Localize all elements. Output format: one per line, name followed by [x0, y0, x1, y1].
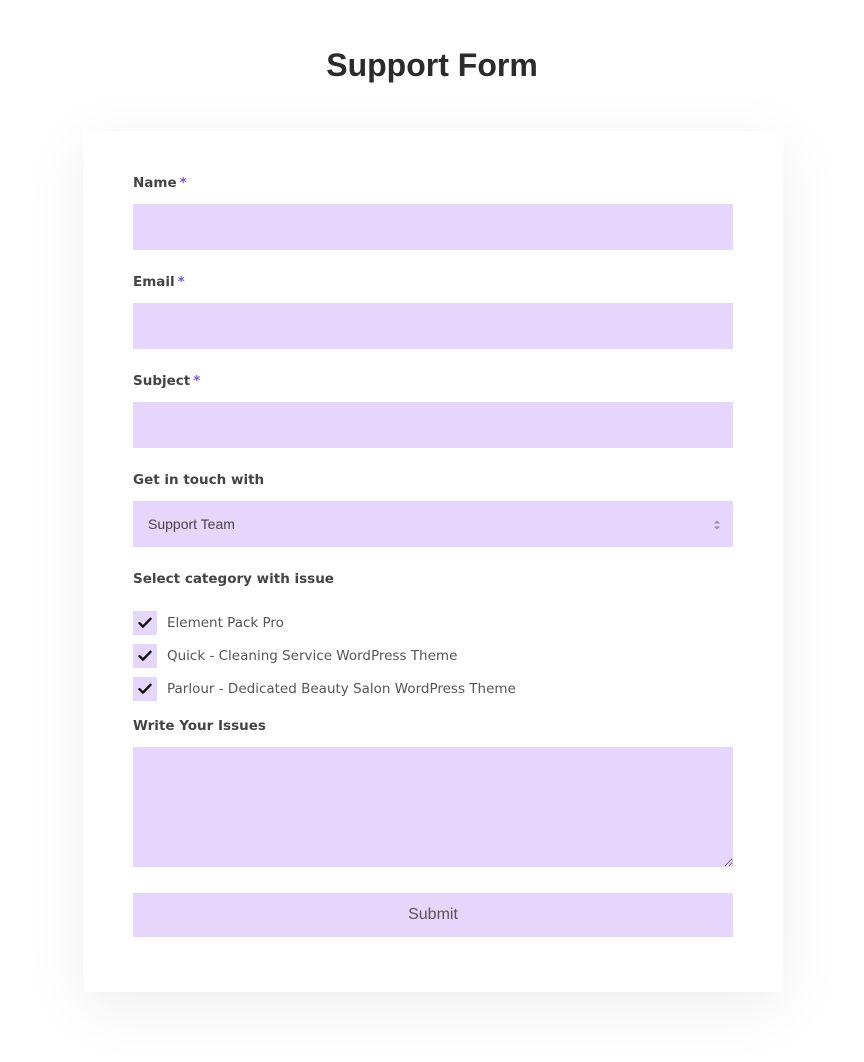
- category-option-quick-theme[interactable]: [133, 644, 457, 668]
- name-input[interactable]: [133, 204, 733, 250]
- page-title: Support Form: [326, 47, 538, 83]
- contact-select[interactable]: [133, 501, 733, 547]
- issues-textarea[interactable]: [133, 747, 733, 867]
- support-form-card: [83, 131, 783, 992]
- contact-select-value: Support Team: [148, 516, 235, 532]
- checkmark-icon: [138, 617, 152, 629]
- contact-label: Get in touch with: [133, 472, 265, 488]
- name-label: [133, 174, 187, 192]
- name-required-star: *: [179, 175, 187, 191]
- category-option-parlour-theme[interactable]: [133, 677, 516, 701]
- subject-label: [133, 372, 200, 390]
- checkmark-icon: [138, 683, 152, 695]
- email-label: [133, 273, 185, 291]
- email-required-star: *: [177, 274, 185, 290]
- category-option-element-pack-pro[interactable]: [133, 611, 284, 635]
- subject-required-star: *: [193, 373, 201, 389]
- select-arrows-icon: [713, 518, 721, 530]
- checkmark-icon: [138, 650, 152, 662]
- category-checkbox[interactable]: [133, 644, 157, 668]
- category-option-label: Quick - Cleaning Service WordPress Theme: [167, 648, 458, 664]
- issues-label: Write Your Issues: [133, 718, 266, 734]
- category-option-label: Parlour - Dedicated Beauty Salon WordPress Theme: [167, 681, 516, 697]
- submit-button[interactable]: Submit: [133, 893, 733, 937]
- category-checkbox[interactable]: [133, 677, 157, 701]
- category-option-label: Element Pack Pro: [167, 615, 284, 631]
- subject-label-text: Subject: [133, 373, 191, 389]
- name-label-text: Name: [133, 175, 177, 191]
- category-label: Select category with issue: [133, 571, 334, 587]
- email-label-text: Email: [133, 274, 175, 290]
- category-checkbox[interactable]: [133, 611, 157, 635]
- email-input[interactable]: [133, 303, 733, 349]
- subject-input[interactable]: [133, 402, 733, 448]
